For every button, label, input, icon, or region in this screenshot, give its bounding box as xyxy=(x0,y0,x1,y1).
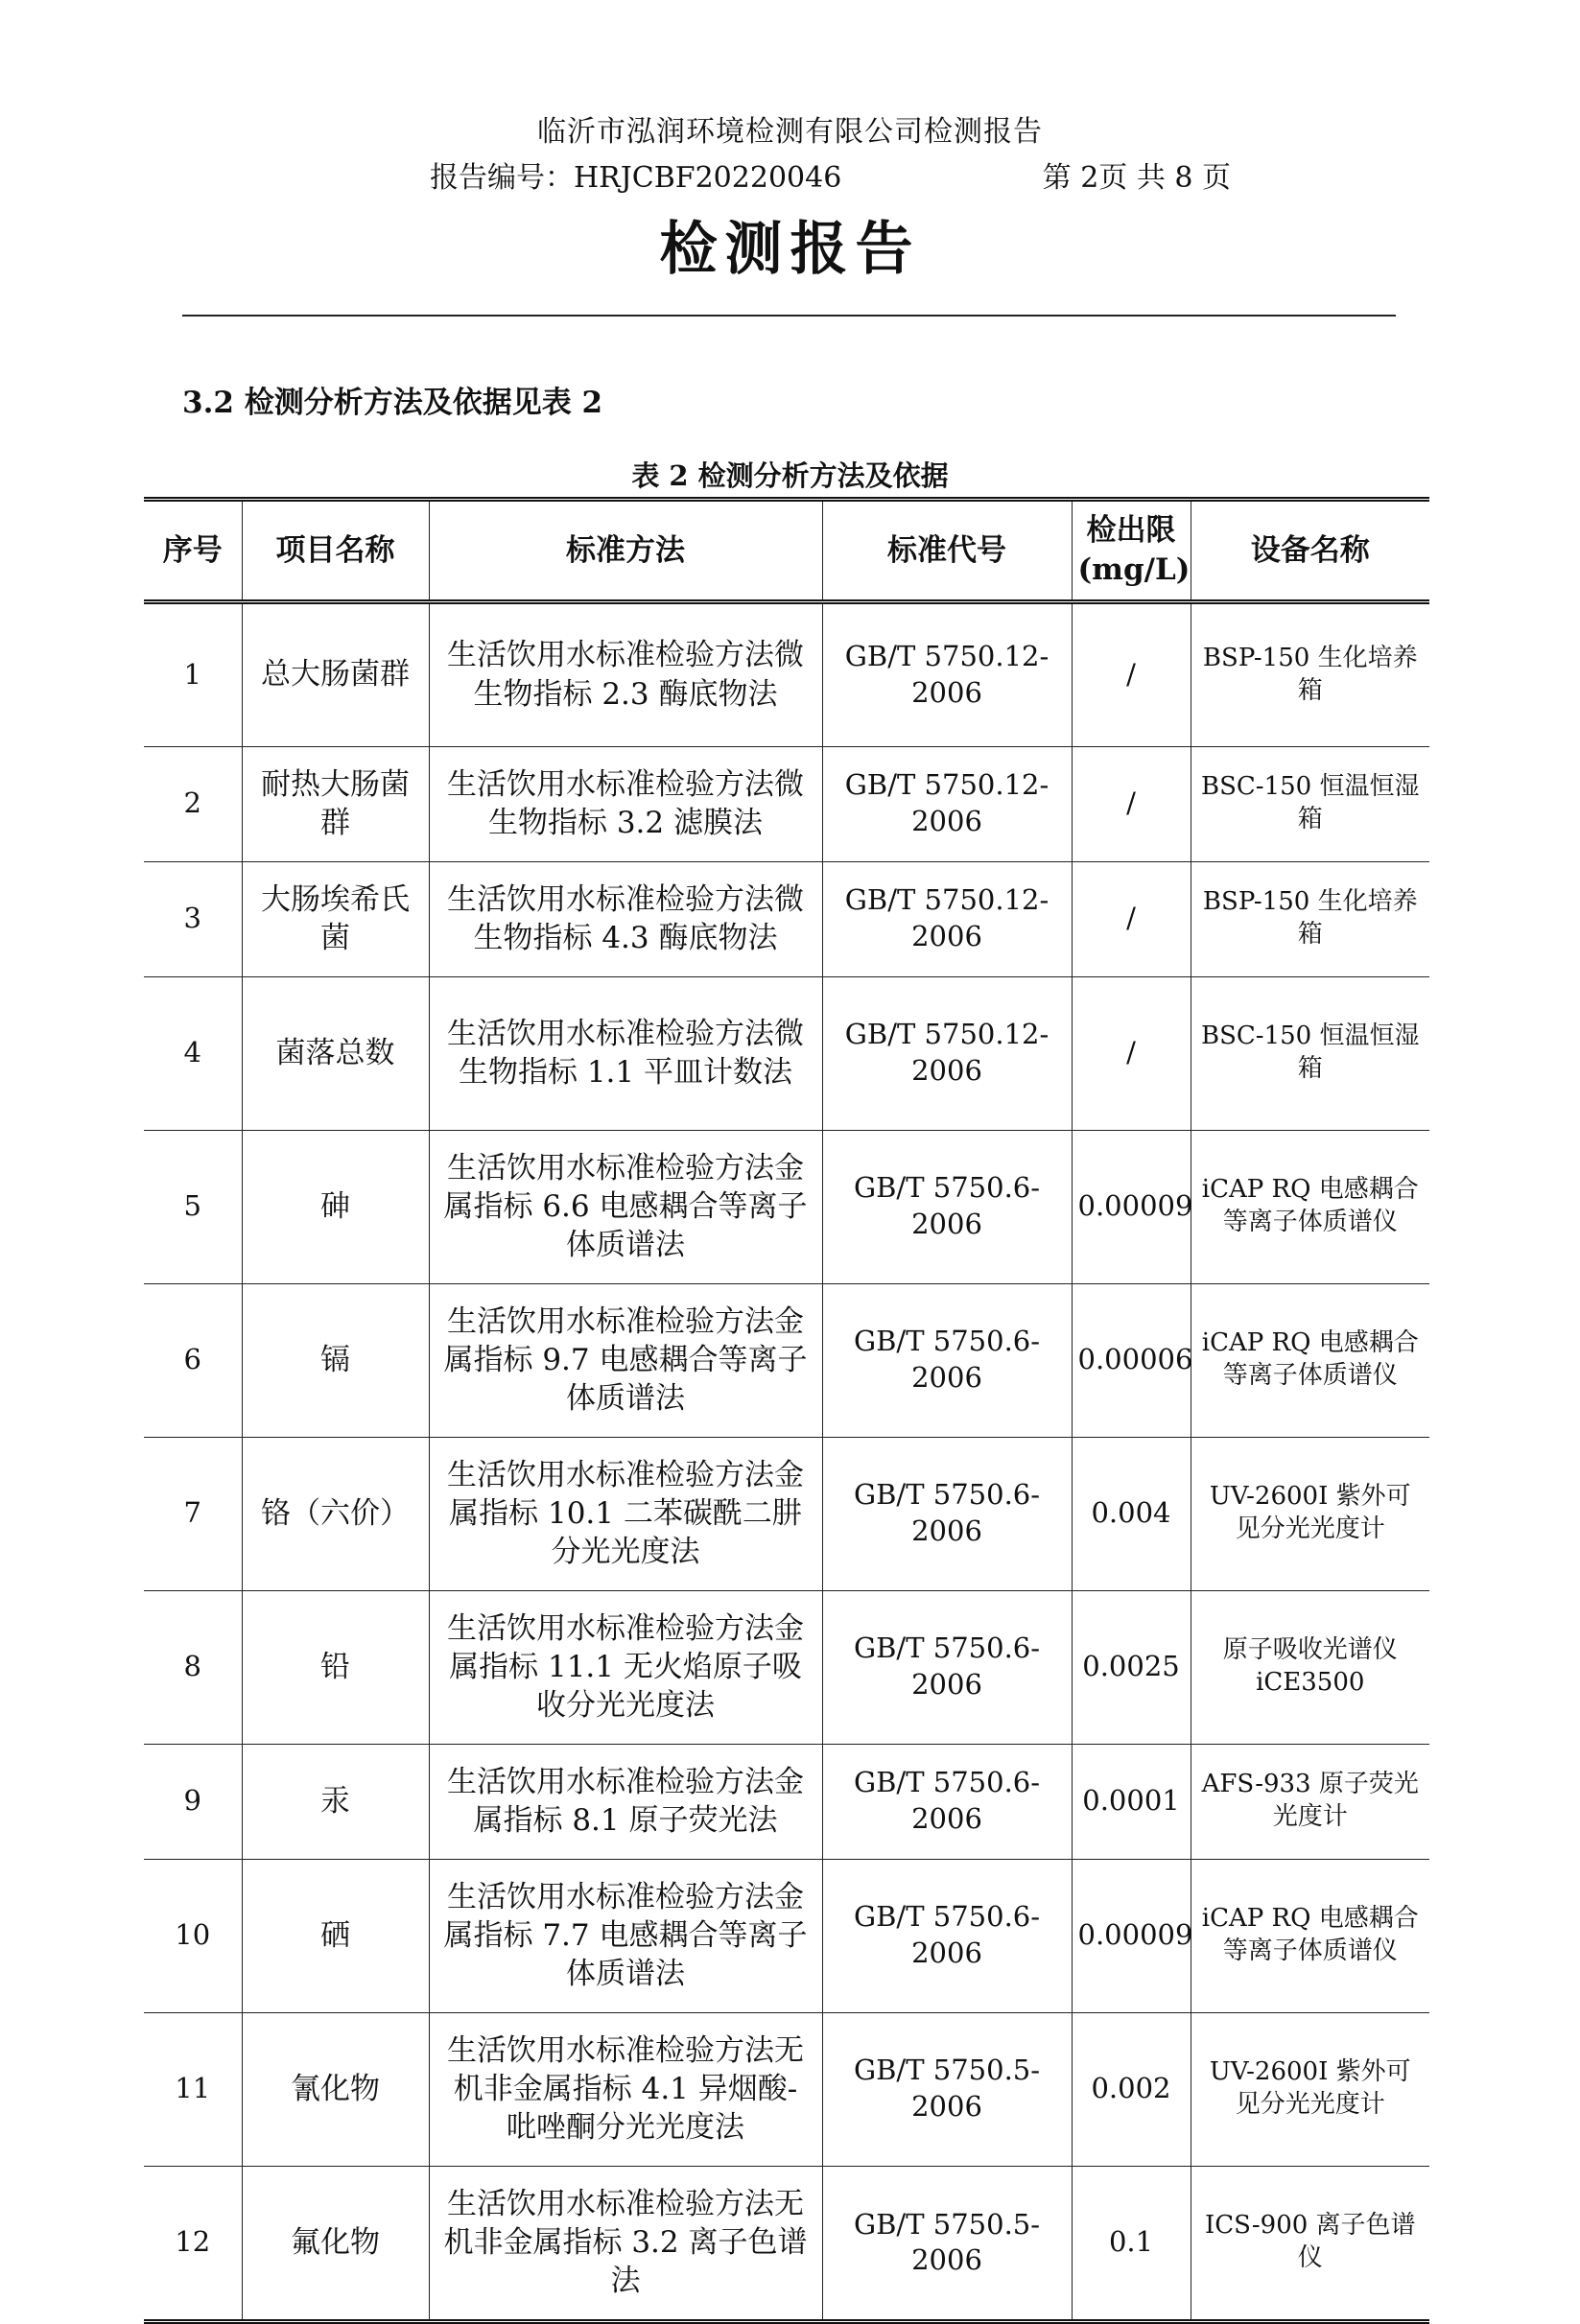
cell-equip: 原子吸收光谱仪 iCE3500 xyxy=(1191,1590,1429,1744)
table-row xyxy=(144,1859,1429,2012)
cell-code: GB/T 5750.12-2006 xyxy=(822,601,1072,746)
cell-seq: 4 xyxy=(144,976,242,1130)
table-header-row xyxy=(144,502,1429,601)
cell-code: GB/T 5750.12-2006 xyxy=(822,976,1072,1130)
cell-code: GB/T 5750.12-2006 xyxy=(822,746,1072,861)
cell-limit: 0.00009 xyxy=(1072,1859,1191,2012)
table-caption: 表 2 检测分析方法及依据 xyxy=(631,459,949,492)
report-meta xyxy=(430,153,1231,196)
cell-method: 生活饮用水标准检验方法微生物指标 4.3 酶底物法 xyxy=(429,861,822,976)
table-row xyxy=(144,2012,1429,2166)
cell-item: 氟化物 xyxy=(242,2166,429,2319)
cell-item: 铬（六价） xyxy=(242,1437,429,1590)
cell-limit: 0.004 xyxy=(1072,1437,1191,1590)
cell-equip: UV-2600I 紫外可见分光光度计 xyxy=(1191,1437,1429,1590)
cell-item: 镉 xyxy=(242,1283,429,1437)
table-row xyxy=(144,746,1429,861)
page-info: 第 2页 共 8 页 xyxy=(1042,161,1231,195)
cell-item: 汞 xyxy=(242,1744,429,1859)
cell-limit: 0.00006 xyxy=(1072,1283,1191,1437)
cell-equip: BSP-150 生化培养箱 xyxy=(1191,601,1429,746)
cell-code: GB/T 5750.6-2006 xyxy=(822,1130,1072,1283)
cell-equip: iCAP RQ 电感耦合等离子体质谱仪 xyxy=(1191,1283,1429,1437)
table-body xyxy=(144,601,1429,2319)
cell-seq: 7 xyxy=(144,1437,242,1590)
cell-limit: / xyxy=(1072,976,1191,1130)
cell-limit: 0.00009 xyxy=(1072,1130,1191,1283)
cell-item: 总大肠菌群 xyxy=(242,601,429,746)
cell-seq: 10 xyxy=(144,1859,242,2012)
cell-code: GB/T 5750.6-2006 xyxy=(822,1283,1072,1437)
methods-table-container xyxy=(144,497,1429,2324)
cell-seq: 12 xyxy=(144,2166,242,2319)
cell-seq: 2 xyxy=(144,746,242,861)
cell-code: GB/T 5750.6-2006 xyxy=(822,1437,1072,1590)
cell-code: GB/T 5750.5-2006 xyxy=(822,2166,1072,2319)
cell-limit: 0.002 xyxy=(1072,2012,1191,2166)
header-equipment: 设备名称 xyxy=(1191,502,1429,601)
cell-method: 生活饮用水标准检验方法无机非金属指标 4.1 异烟酸-吡唑酮分光光度法 xyxy=(429,2012,822,2166)
cell-seq: 9 xyxy=(144,1744,242,1859)
cell-item: 砷 xyxy=(242,1130,429,1283)
cell-equip: AFS-933 原子荧光光度计 xyxy=(1191,1744,1429,1859)
cell-method: 生活饮用水标准检验方法金属指标 6.6 电感耦合等离子体质谱法 xyxy=(429,1130,822,1283)
cell-item: 耐热大肠菌群 xyxy=(242,746,429,861)
table-row xyxy=(144,1130,1429,1283)
table-row xyxy=(144,2166,1429,2319)
cell-method: 生活饮用水标准检验方法微生物指标 1.1 平皿计数法 xyxy=(429,976,822,1130)
cell-code: GB/T 5750.5-2006 xyxy=(822,2012,1072,2166)
cell-seq: 11 xyxy=(144,2012,242,2166)
cell-seq: 3 xyxy=(144,861,242,976)
cell-seq: 5 xyxy=(144,1130,242,1283)
table-row xyxy=(144,1437,1429,1590)
header-divider xyxy=(182,315,1396,317)
company-header: 临沂市泓润环境检测有限公司检测报告 xyxy=(537,115,1043,149)
table-row xyxy=(144,1590,1429,1744)
cell-code: GB/T 5750.6-2006 xyxy=(822,1859,1072,2012)
table-row xyxy=(144,861,1429,976)
methods-table xyxy=(144,502,1429,2319)
cell-item: 大肠埃希氏菌 xyxy=(242,861,429,976)
header-seq: 序号 xyxy=(144,502,242,601)
header-item: 项目名称 xyxy=(242,502,429,601)
cell-code: GB/T 5750.12-2006 xyxy=(822,861,1072,976)
cell-equip: UV-2600I 紫外可见分光光度计 xyxy=(1191,2012,1429,2166)
section-heading: 3.2 检测分析方法及依据见表 2 xyxy=(182,386,603,420)
cell-method: 生活饮用水标准检验方法金属指标 7.7 电感耦合等离子体质谱法 xyxy=(429,1859,822,2012)
cell-method: 生活饮用水标准检验方法金属指标 9.7 电感耦合等离子体质谱法 xyxy=(429,1283,822,1437)
report-number: 报告编号：HRJCBF20220046 xyxy=(430,161,842,195)
cell-limit: / xyxy=(1072,601,1191,746)
cell-limit: 0.1 xyxy=(1072,2166,1191,2319)
cell-limit: 0.0025 xyxy=(1072,1590,1191,1744)
table-row xyxy=(144,976,1429,1130)
cell-method: 生活饮用水标准检验方法微生物指标 3.2 滤膜法 xyxy=(429,746,822,861)
cell-code: GB/T 5750.6-2006 xyxy=(822,1744,1072,1859)
cell-equip: iCAP RQ 电感耦合等离子体质谱仪 xyxy=(1191,1859,1429,2012)
cell-method: 生活饮用水标准检验方法金属指标 10.1 二苯碳酰二肼分光光度法 xyxy=(429,1437,822,1590)
cell-item: 铅 xyxy=(242,1590,429,1744)
table-row xyxy=(144,1283,1429,1437)
cell-equip: BSC-150 恒温恒湿箱 xyxy=(1191,746,1429,861)
cell-method: 生活饮用水标准检验方法无机非金属指标 3.2 离子色谱法 xyxy=(429,2166,822,2319)
cell-seq: 1 xyxy=(144,601,242,746)
cell-item: 氰化物 xyxy=(242,2012,429,2166)
table-row xyxy=(144,1744,1429,1859)
cell-limit: / xyxy=(1072,861,1191,976)
cell-equip: BSP-150 生化培养箱 xyxy=(1191,861,1429,976)
cell-item: 菌落总数 xyxy=(242,976,429,1130)
cell-method: 生活饮用水标准检验方法金属指标 8.1 原子荧光法 xyxy=(429,1744,822,1859)
cell-equip: iCAP RQ 电感耦合等离子体质谱仪 xyxy=(1191,1130,1429,1283)
cell-equip: ICS-900 离子色谱仪 xyxy=(1191,2166,1429,2319)
cell-seq: 8 xyxy=(144,1590,242,1744)
cell-limit: / xyxy=(1072,746,1191,861)
cell-method: 生活饮用水标准检验方法微生物指标 2.3 酶底物法 xyxy=(429,601,822,746)
header-limit: 检出限 (mg/L) xyxy=(1072,502,1191,601)
cell-code: GB/T 5750.6-2006 xyxy=(822,1590,1072,1744)
cell-seq: 6 xyxy=(144,1283,242,1437)
table-row xyxy=(144,601,1429,746)
cell-item: 硒 xyxy=(242,1859,429,2012)
cell-method: 生活饮用水标准检验方法金属指标 11.1 无火焰原子吸收分光光度法 xyxy=(429,1590,822,1744)
report-title: 检测报告 xyxy=(659,216,921,283)
header-method: 标准方法 xyxy=(429,502,822,601)
header-code: 标准代号 xyxy=(822,502,1072,601)
cell-equip: BSC-150 恒温恒湿箱 xyxy=(1191,976,1429,1130)
cell-limit: 0.0001 xyxy=(1072,1744,1191,1859)
